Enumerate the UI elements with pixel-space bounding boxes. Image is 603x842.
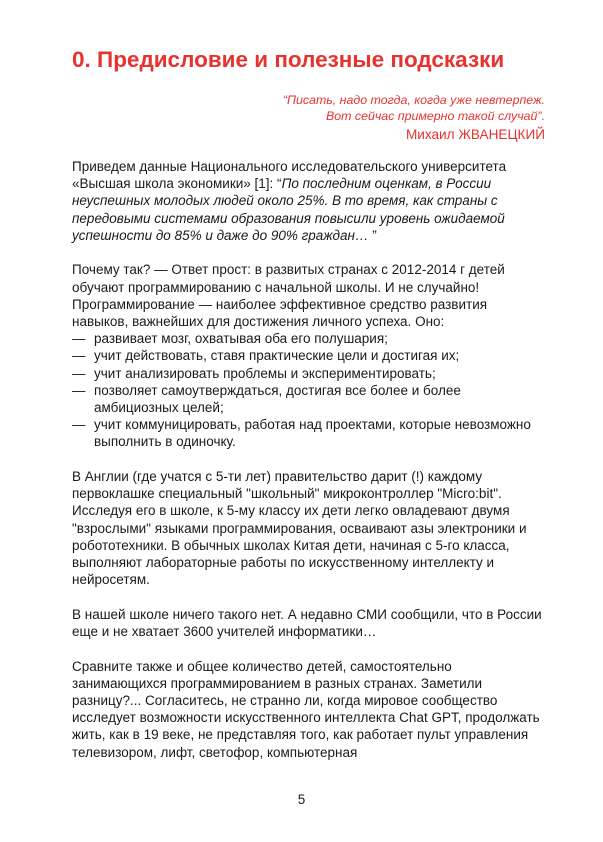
dash-marker: — <box>72 331 86 347</box>
dash-marker: — <box>72 365 86 381</box>
list-item <box>72 347 544 364</box>
list-item <box>72 330 544 347</box>
list-item <box>72 365 544 382</box>
paragraph-hse-lead: Приведем данные Национального исследовательского университета «Высшая школа экономики» [1]: “ <box>72 159 507 192</box>
dash-marker: — <box>72 417 86 433</box>
list-item-text: учит коммуницировать, работая над проектами, которые невозможно выполнить в одиночку. <box>94 417 531 450</box>
paragraph-why-intro: Почему так? — Ответ прост: в развитых странах с 2012-2014 г детей обучают программированию с начальной школы. И не случайно! Программирование — наиболее эффективное средство развития навыков, важнейших для достижения личного успеха. Оно: <box>72 262 505 330</box>
list-item-text: учит анализировать проблемы и экспериментировать; <box>94 365 436 381</box>
list-item <box>72 416 544 450</box>
list-item-text: развивает мозг, охватывая оба его полушария; <box>94 331 388 347</box>
paragraph-england-china: В Англии (где учатся с 5-ти лет) правительство дарит (!) каждому первоклашке специальный "школьный" микроконтроллер "Micro:bit". Исследуя его в школе, к 5-му классу их дети легко овладевают двумя "взрослыми" языками программирования, осваивают азы электроники и робототехники. В обычных школах Китая дети, начиная с 5-го класса, выполняют лабораторные работы по искусственному интеллекту и нейросетям. <box>72 469 527 588</box>
benefits-list <box>72 330 544 450</box>
epigraph-author: Михаил ЖВАНЕЦКИЙ <box>405 127 545 142</box>
epigraph-line-2: Вот сейчас примерно такой случай”. <box>325 109 545 123</box>
dash-marker: — <box>72 382 86 398</box>
page-number: 5 <box>297 792 306 807</box>
body-text <box>72 158 544 761</box>
paragraph-hse-data <box>72 158 544 244</box>
list-item-text: позволяет самоутверждаться, достигая все более и более амбициозных целей; <box>94 382 461 416</box>
epigraph-line-1: “Писать, надо тогда, когда уже невтерпеж. <box>282 93 545 107</box>
paragraph-compare: Сравните также и общее количество детей, самостоятельно занимающихся программированием в разных странах. Заметили разницу?... Согласитесь, не странно ли, когда мировое сообщество исследует возможности искусственного интеллекта Chat GPT, продолжать жить, как в 19 веке, не представляя того, как работает пульт управления телевизором, лифт, светофор, компьютерная <box>72 658 540 760</box>
list-item-text: учит действовать, ставя практические цели и достигая их; <box>94 348 460 364</box>
chapter-title: 0. Предисловие и полезные подсказки <box>72 47 505 72</box>
list-item <box>72 382 544 416</box>
dash-marker: — <box>72 348 86 364</box>
paragraph-hse-quote: По последним оценкам, в России неуспешных молодых людей около 25%. В то время, как страны с передовыми системами образования повысили уровень ожидаемой успешности до 85% и даже до 90% граждан… <box>72 176 505 243</box>
paragraph-hse-tail: ” <box>368 227 377 243</box>
paragraph-our-school: В нашей школе ничего такого нет. А недавно СМИ сообщили, что в России еще и не хватает 3600 учителей информатики… <box>72 606 542 640</box>
epigraph <box>283 92 545 145</box>
